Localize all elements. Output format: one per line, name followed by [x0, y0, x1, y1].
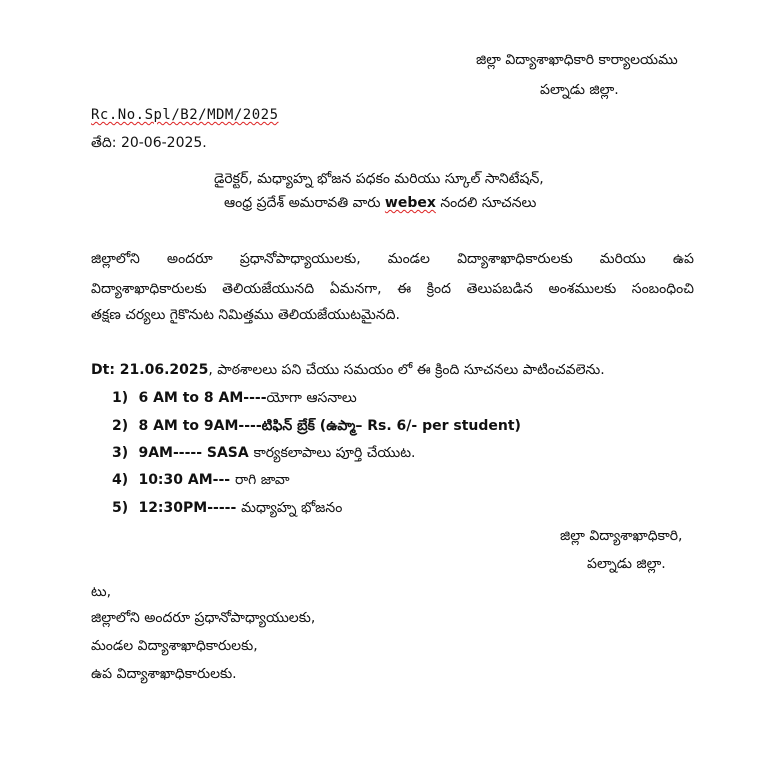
- subject-line-1: డైరెక్టర్, మధ్యాహ్న భోజన పధకం మరియు స్కూల్ సానిటేషన్,: [214, 171, 544, 187]
- schedule-number: 3): [112, 445, 129, 461]
- office-name: జిల్లా విద్యాశాఖాధికారి కార్యాలయము: [476, 52, 678, 68]
- subject-line-2-pre: ఆంధ్ర ప్రదేశ్ అమరావతి వారు: [224, 195, 385, 211]
- schedule-time: 10:30 AM---: [138, 472, 235, 488]
- recipient-line-2: మండల విద్యాశాఖాధికారులకు,: [91, 638, 258, 654]
- paragraph-line-2: విద్యాశాఖాధికారులకు తెలియజేయునది ఏమనగా, ఈ క్రింద తెలుపబడిన అంశములకు సంబంధించి: [91, 281, 694, 297]
- schedule-item: [112, 443, 415, 463]
- schedule-time: 6 AM to 8 AM----: [138, 390, 267, 406]
- rc-number: Rc.No.Spl/B2/MDM/2025: [91, 107, 279, 123]
- schedule-activity: యోగా ఆసనాలు: [266, 390, 357, 406]
- schedule-activity: కార్యకలాపాలు పూర్తి చేయుట.: [253, 445, 416, 461]
- schedule-item: [112, 388, 357, 408]
- schedule-number: 5): [112, 500, 129, 516]
- instruction-line: [91, 360, 605, 380]
- recipient-line-1: జిల్లాలోని అందరూ ప్రధానోపాధ్యాయులకు,: [91, 610, 316, 626]
- schedule-time: 8 AM to 9AM----: [138, 418, 262, 434]
- schedule-time: 12:30PM-----: [138, 500, 242, 516]
- signature-district: పల్నాడు జిల్లా.: [587, 556, 666, 572]
- schedule-item: [112, 470, 290, 490]
- district-name: పల్నాడు జిల్లా.: [540, 82, 619, 98]
- schedule-number: 2): [112, 418, 129, 434]
- schedule-item: [112, 416, 521, 436]
- schedule-activity: మధ్యాహ్న భోజనం: [241, 500, 343, 516]
- subject-line-2: [224, 193, 536, 213]
- paragraph-line-3: తక్షణ చర్యలు గైకొనుట నిమిత్తము తెలియజేయుటమైనది.: [91, 307, 400, 323]
- instruction-date: Dt: 21.06.2025: [91, 362, 209, 378]
- schedule-item: [112, 498, 342, 518]
- schedule-activity: టిఫిన్ బ్రేక్ (ఉప్మా– Rs. 6/- per student): [261, 418, 521, 434]
- signature-title: జిల్లా విద్యాశాఖాధికారి,: [560, 528, 683, 544]
- to-label: టు,: [91, 584, 112, 600]
- instruction-text: , పాఠశాలలు పని చేయు సమయం లో ఈ క్రింది సూచనలు పాటించవలెను.: [208, 362, 605, 378]
- schedule-activity: రాగి జావా: [234, 472, 290, 488]
- letter-date: తేది: 20-06-2025.: [91, 135, 207, 151]
- subject-line-2-post: నందలి సూచనలు: [435, 195, 537, 211]
- subject-webex: webex: [384, 195, 436, 211]
- schedule-number: 4): [112, 472, 129, 488]
- schedule-time: 9AM----- SASA: [138, 445, 254, 461]
- recipient-line-3: ఉప విద్యాశాఖాధికారులకు.: [91, 666, 237, 682]
- paragraph-line-1: జిల్లాలోని అందరూ ప్రధానోపాధ్యాయులకు, మండల విద్యాశాఖాధికారులకు మరియు ఉప: [91, 251, 694, 267]
- schedule-number: 1): [112, 390, 129, 406]
